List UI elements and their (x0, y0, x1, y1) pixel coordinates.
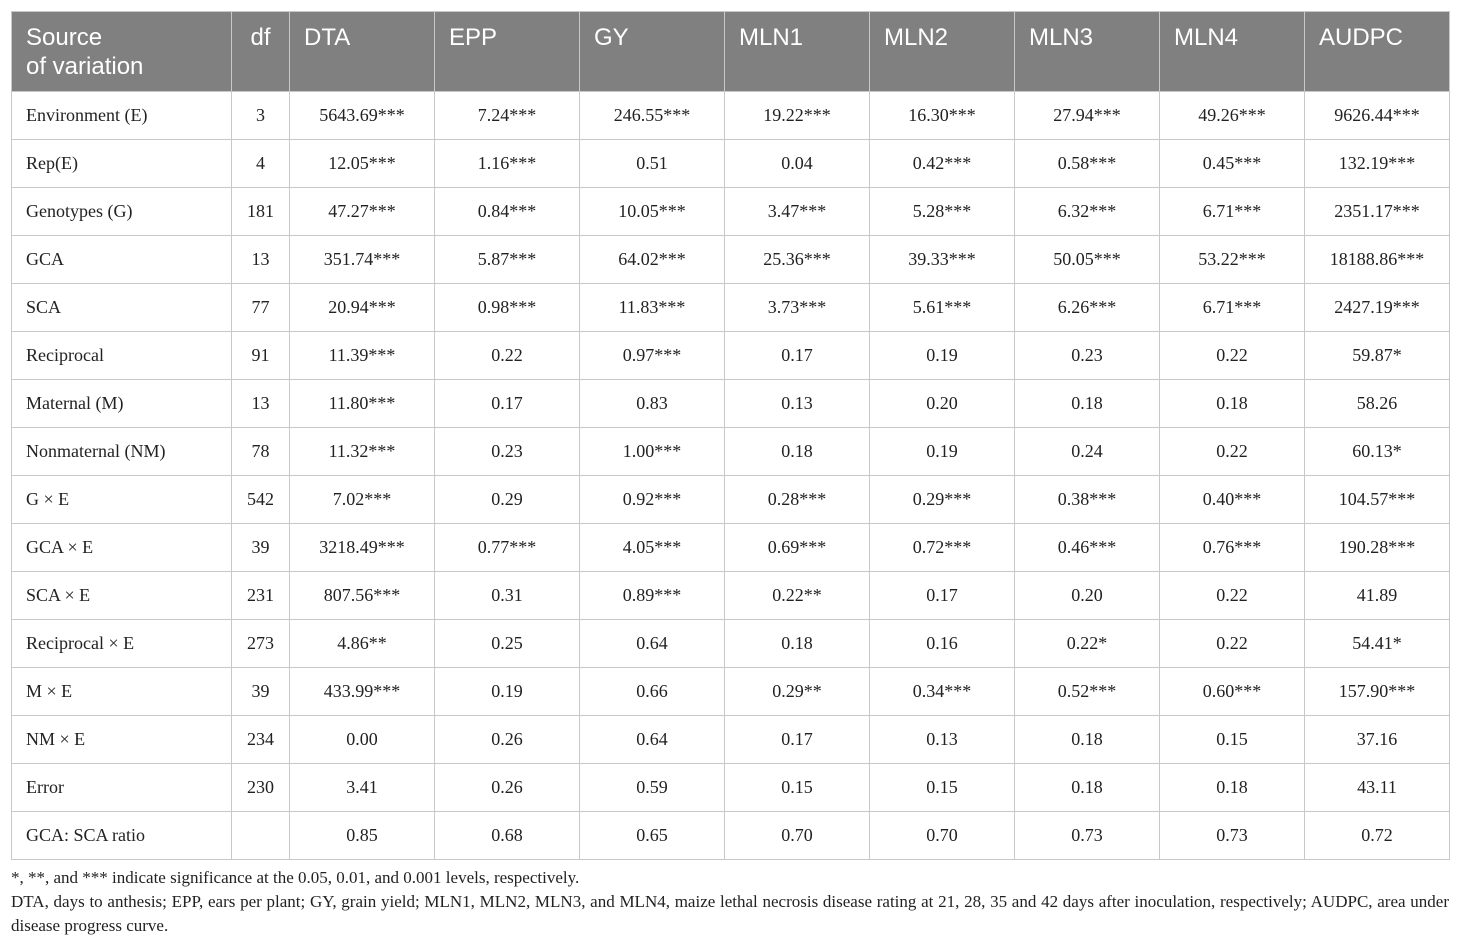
cell-source: SCA (12, 284, 232, 332)
cell-epp: 0.77*** (435, 524, 580, 572)
cell-dta: 11.39*** (290, 332, 435, 380)
cell-df: 231 (232, 572, 290, 620)
header-audpc: AUDPC (1305, 12, 1450, 92)
cell-epp: 0.68 (435, 812, 580, 860)
table-footnotes (11, 866, 1449, 938)
cell-mln2: 0.70 (870, 812, 1015, 860)
table-row (12, 188, 1450, 236)
cell-df (232, 812, 290, 860)
cell-mln4: 0.76*** (1160, 524, 1305, 572)
cell-df: 39 (232, 524, 290, 572)
cell-mln1: 0.28*** (725, 476, 870, 524)
cell-dta: 433.99*** (290, 668, 435, 716)
cell-gy: 0.83 (580, 380, 725, 428)
cell-mln3: 0.22* (1015, 620, 1160, 668)
cell-gy: 246.55*** (580, 92, 725, 140)
header-source-of-variation (12, 12, 232, 92)
footnote-abbreviations: DTA, days to anthesis; EPP, ears per plant; GY, grain yield; MLN1, MLN2, MLN3, and MLN4, maize lethal necrosis disease rating at 21, 28, 35 and 42 days after inoculation, respectively; AUDPC, area under disease progress curve. (11, 892, 1449, 935)
cell-source: NM × E (12, 716, 232, 764)
cell-gy: 0.59 (580, 764, 725, 812)
cell-df: 39 (232, 668, 290, 716)
cell-source: Nonmaternal (NM) (12, 428, 232, 476)
cell-dta: 11.32*** (290, 428, 435, 476)
cell-audpc: 60.13* (1305, 428, 1450, 476)
cell-df: 234 (232, 716, 290, 764)
cell-mln1: 0.04 (725, 140, 870, 188)
cell-mln2: 0.16 (870, 620, 1015, 668)
cell-audpc: 2427.19*** (1305, 284, 1450, 332)
header-row (12, 12, 1450, 92)
header-gy: GY (580, 12, 725, 92)
cell-dta: 11.80*** (290, 380, 435, 428)
cell-mln2: 0.29*** (870, 476, 1015, 524)
table-row (12, 812, 1450, 860)
cell-mln3: 0.18 (1015, 764, 1160, 812)
cell-mln3: 0.23 (1015, 332, 1160, 380)
cell-mln1: 0.18 (725, 620, 870, 668)
cell-source: SCA × E (12, 572, 232, 620)
cell-gy: 0.92*** (580, 476, 725, 524)
cell-dta: 47.27*** (290, 188, 435, 236)
cell-mln3: 0.24 (1015, 428, 1160, 476)
cell-mln4: 0.22 (1160, 332, 1305, 380)
cell-mln2: 0.72*** (870, 524, 1015, 572)
table-body (12, 92, 1450, 860)
cell-df: 4 (232, 140, 290, 188)
table-row (12, 380, 1450, 428)
cell-mln2: 0.42*** (870, 140, 1015, 188)
cell-mln2: 0.13 (870, 716, 1015, 764)
cell-audpc: 58.26 (1305, 380, 1450, 428)
cell-audpc: 18188.86*** (1305, 236, 1450, 284)
cell-mln3: 6.26*** (1015, 284, 1160, 332)
cell-gy: 0.65 (580, 812, 725, 860)
cell-mln2: 0.19 (870, 428, 1015, 476)
cell-source: Environment (E) (12, 92, 232, 140)
cell-epp: 0.84*** (435, 188, 580, 236)
table-row (12, 140, 1450, 188)
cell-mln2: 0.15 (870, 764, 1015, 812)
table-row (12, 92, 1450, 140)
table-row (12, 524, 1450, 572)
cell-source: GCA × E (12, 524, 232, 572)
cell-mln2: 5.61*** (870, 284, 1015, 332)
cell-mln2: 0.17 (870, 572, 1015, 620)
cell-epp: 0.25 (435, 620, 580, 668)
cell-df: 3 (232, 92, 290, 140)
cell-source: G × E (12, 476, 232, 524)
cell-audpc: 54.41* (1305, 620, 1450, 668)
cell-df: 13 (232, 236, 290, 284)
cell-df: 181 (232, 188, 290, 236)
cell-mln2: 0.19 (870, 332, 1015, 380)
cell-epp: 0.31 (435, 572, 580, 620)
cell-df: 77 (232, 284, 290, 332)
header-source-line1: Source (26, 24, 103, 51)
cell-epp: 0.98*** (435, 284, 580, 332)
cell-df: 78 (232, 428, 290, 476)
header-dta: DTA (290, 12, 435, 92)
cell-epp: 0.23 (435, 428, 580, 476)
cell-audpc: 190.28*** (1305, 524, 1450, 572)
header-mln1: MLN1 (725, 12, 870, 92)
cell-df: 273 (232, 620, 290, 668)
cell-mln1: 0.18 (725, 428, 870, 476)
cell-gy: 0.64 (580, 716, 725, 764)
cell-epp: 5.87*** (435, 236, 580, 284)
cell-dta: 5643.69*** (290, 92, 435, 140)
header-mln4: MLN4 (1160, 12, 1305, 92)
cell-dta: 0.85 (290, 812, 435, 860)
cell-audpc: 0.72 (1305, 812, 1450, 860)
table-row (12, 572, 1450, 620)
cell-gy: 11.83*** (580, 284, 725, 332)
cell-gy: 0.89*** (580, 572, 725, 620)
cell-source: Reciprocal × E (12, 620, 232, 668)
cell-mln4: 6.71*** (1160, 188, 1305, 236)
cell-dta: 351.74*** (290, 236, 435, 284)
cell-mln3: 6.32*** (1015, 188, 1160, 236)
cell-epp: 0.29 (435, 476, 580, 524)
cell-source: Maternal (M) (12, 380, 232, 428)
cell-dta: 0.00 (290, 716, 435, 764)
cell-gy: 4.05*** (580, 524, 725, 572)
cell-mln1: 0.15 (725, 764, 870, 812)
cell-epp: 0.26 (435, 716, 580, 764)
cell-audpc: 2351.17*** (1305, 188, 1450, 236)
cell-mln3: 0.18 (1015, 716, 1160, 764)
cell-gy: 0.51 (580, 140, 725, 188)
cell-mln4: 0.22 (1160, 620, 1305, 668)
cell-gy: 10.05*** (580, 188, 725, 236)
cell-mln4: 6.71*** (1160, 284, 1305, 332)
table-row (12, 476, 1450, 524)
header-epp: EPP (435, 12, 580, 92)
cell-df: 13 (232, 380, 290, 428)
cell-mln1: 0.17 (725, 332, 870, 380)
cell-mln1: 0.70 (725, 812, 870, 860)
cell-audpc: 9626.44*** (1305, 92, 1450, 140)
cell-epp: 0.17 (435, 380, 580, 428)
cell-mln4: 49.26*** (1160, 92, 1305, 140)
cell-mln4: 0.18 (1160, 764, 1305, 812)
cell-mln2: 39.33*** (870, 236, 1015, 284)
cell-mln4: 0.45*** (1160, 140, 1305, 188)
cell-dta: 12.05*** (290, 140, 435, 188)
cell-dta: 3.41 (290, 764, 435, 812)
cell-mln3: 0.52*** (1015, 668, 1160, 716)
header-source-line2: of variation (26, 53, 144, 80)
cell-mln4: 0.40*** (1160, 476, 1305, 524)
cell-gy: 0.97*** (580, 332, 725, 380)
cell-mln3: 0.46*** (1015, 524, 1160, 572)
cell-audpc: 104.57*** (1305, 476, 1450, 524)
cell-mln3: 27.94*** (1015, 92, 1160, 140)
cell-gy: 64.02*** (580, 236, 725, 284)
cell-epp: 7.24*** (435, 92, 580, 140)
cell-mln4: 0.22 (1160, 572, 1305, 620)
table-row (12, 332, 1450, 380)
cell-df: 542 (232, 476, 290, 524)
cell-epp: 1.16*** (435, 140, 580, 188)
cell-mln1: 3.47*** (725, 188, 870, 236)
cell-mln3: 0.58*** (1015, 140, 1160, 188)
table-row (12, 668, 1450, 716)
cell-mln1: 3.73*** (725, 284, 870, 332)
cell-mln1: 0.29** (725, 668, 870, 716)
cell-mln4: 0.73 (1160, 812, 1305, 860)
cell-mln2: 16.30*** (870, 92, 1015, 140)
cell-audpc: 59.87* (1305, 332, 1450, 380)
header-mln2: MLN2 (870, 12, 1015, 92)
cell-audpc: 37.16 (1305, 716, 1450, 764)
cell-audpc: 41.89 (1305, 572, 1450, 620)
table-row (12, 428, 1450, 476)
cell-df: 91 (232, 332, 290, 380)
cell-mln4: 0.15 (1160, 716, 1305, 764)
cell-mln3: 50.05*** (1015, 236, 1160, 284)
footnote-significance: *, **, and *** indicate significance at the 0.05, 0.01, and 0.001 levels, respectively. (11, 868, 580, 887)
cell-epp: 0.19 (435, 668, 580, 716)
cell-mln4: 0.60*** (1160, 668, 1305, 716)
cell-gy: 0.64 (580, 620, 725, 668)
cell-mln4: 0.22 (1160, 428, 1305, 476)
cell-mln1: 25.36*** (725, 236, 870, 284)
cell-source: Rep(E) (12, 140, 232, 188)
cell-dta: 4.86** (290, 620, 435, 668)
cell-gy: 0.66 (580, 668, 725, 716)
cell-audpc: 43.11 (1305, 764, 1450, 812)
cell-source: GCA (12, 236, 232, 284)
anova-table (11, 11, 1450, 860)
cell-source: Reciprocal (12, 332, 232, 380)
table-row (12, 284, 1450, 332)
table-row (12, 236, 1450, 284)
cell-mln2: 5.28*** (870, 188, 1015, 236)
cell-mln1: 0.22** (725, 572, 870, 620)
cell-mln2: 0.34*** (870, 668, 1015, 716)
cell-source: Error (12, 764, 232, 812)
cell-mln3: 0.18 (1015, 380, 1160, 428)
cell-mln1: 19.22*** (725, 92, 870, 140)
header-mln3: MLN3 (1015, 12, 1160, 92)
table-row (12, 620, 1450, 668)
cell-dta: 3218.49*** (290, 524, 435, 572)
cell-mln4: 0.18 (1160, 380, 1305, 428)
cell-dta: 807.56*** (290, 572, 435, 620)
cell-gy: 1.00*** (580, 428, 725, 476)
cell-mln1: 0.13 (725, 380, 870, 428)
table-row (12, 764, 1450, 812)
cell-df: 230 (232, 764, 290, 812)
cell-mln3: 0.38*** (1015, 476, 1160, 524)
cell-mln3: 0.20 (1015, 572, 1160, 620)
cell-epp: 0.26 (435, 764, 580, 812)
cell-mln3: 0.73 (1015, 812, 1160, 860)
header-df: df (232, 12, 290, 92)
cell-dta: 7.02*** (290, 476, 435, 524)
cell-epp: 0.22 (435, 332, 580, 380)
cell-source: Genotypes (G) (12, 188, 232, 236)
cell-audpc: 132.19*** (1305, 140, 1450, 188)
cell-audpc: 157.90*** (1305, 668, 1450, 716)
cell-dta: 20.94*** (290, 284, 435, 332)
cell-mln2: 0.20 (870, 380, 1015, 428)
table-header (12, 12, 1450, 92)
cell-source: GCA: SCA ratio (12, 812, 232, 860)
table-row (12, 716, 1450, 764)
cell-mln1: 0.69*** (725, 524, 870, 572)
cell-mln4: 53.22*** (1160, 236, 1305, 284)
cell-mln1: 0.17 (725, 716, 870, 764)
cell-source: M × E (12, 668, 232, 716)
